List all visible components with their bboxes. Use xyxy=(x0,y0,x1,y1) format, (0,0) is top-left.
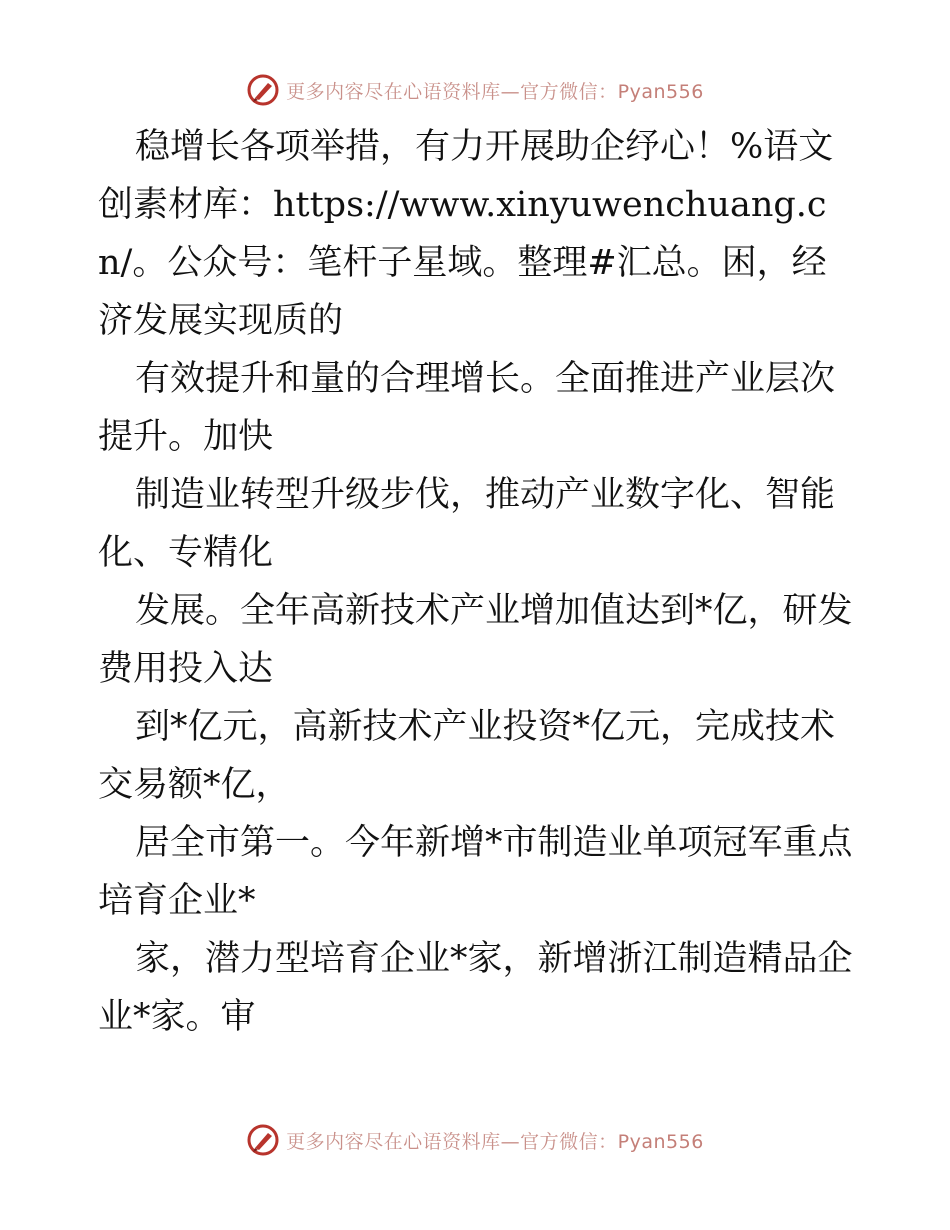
pen-logo-icon xyxy=(246,1123,280,1157)
paragraph: 居全市第一。今年新增*市制造业单项冠军重点培育企业* xyxy=(98,823,853,921)
footer-banner-text xyxy=(286,1127,704,1154)
paragraph: 家，潜力型培育企业*家，新增浙江制造精品企业*家。审 xyxy=(98,939,853,1037)
document-body xyxy=(98,118,858,1046)
header-banner xyxy=(0,70,950,110)
pen-logo-icon xyxy=(246,73,280,107)
header-banner-contact: Pyan556 xyxy=(617,80,704,103)
header-banner-text xyxy=(286,77,704,104)
footer-banner-contact: Pyan556 xyxy=(617,1130,704,1153)
footer-banner-label: 更多内容尽在心语资料库—官方微信： xyxy=(286,1130,618,1153)
paragraph: 到*亿元，高新技术产业投资*亿元，完成技术交易额*亿， xyxy=(98,707,836,805)
paragraph: 稳增长各项举措，有力开展助企纾心！%语文创素材库：https://www.xinyuwenchuang.cn/。公众号：笔杆子星域。整理#汇总。困，经济发展实现质的 xyxy=(98,127,834,341)
footer-banner xyxy=(0,1120,950,1160)
paragraph: 制造业转型升级步伐，推动产业数字化、智能化、专精化 xyxy=(98,475,836,573)
paragraph: 发展。全年高新技术产业增加值达到*亿，研发费用投入达 xyxy=(98,591,853,689)
header-banner-label: 更多内容尽在心语资料库—官方微信： xyxy=(286,80,618,103)
paragraph: 有效提升和量的合理增长。全面推进产业层次提升。加快 xyxy=(98,359,836,457)
